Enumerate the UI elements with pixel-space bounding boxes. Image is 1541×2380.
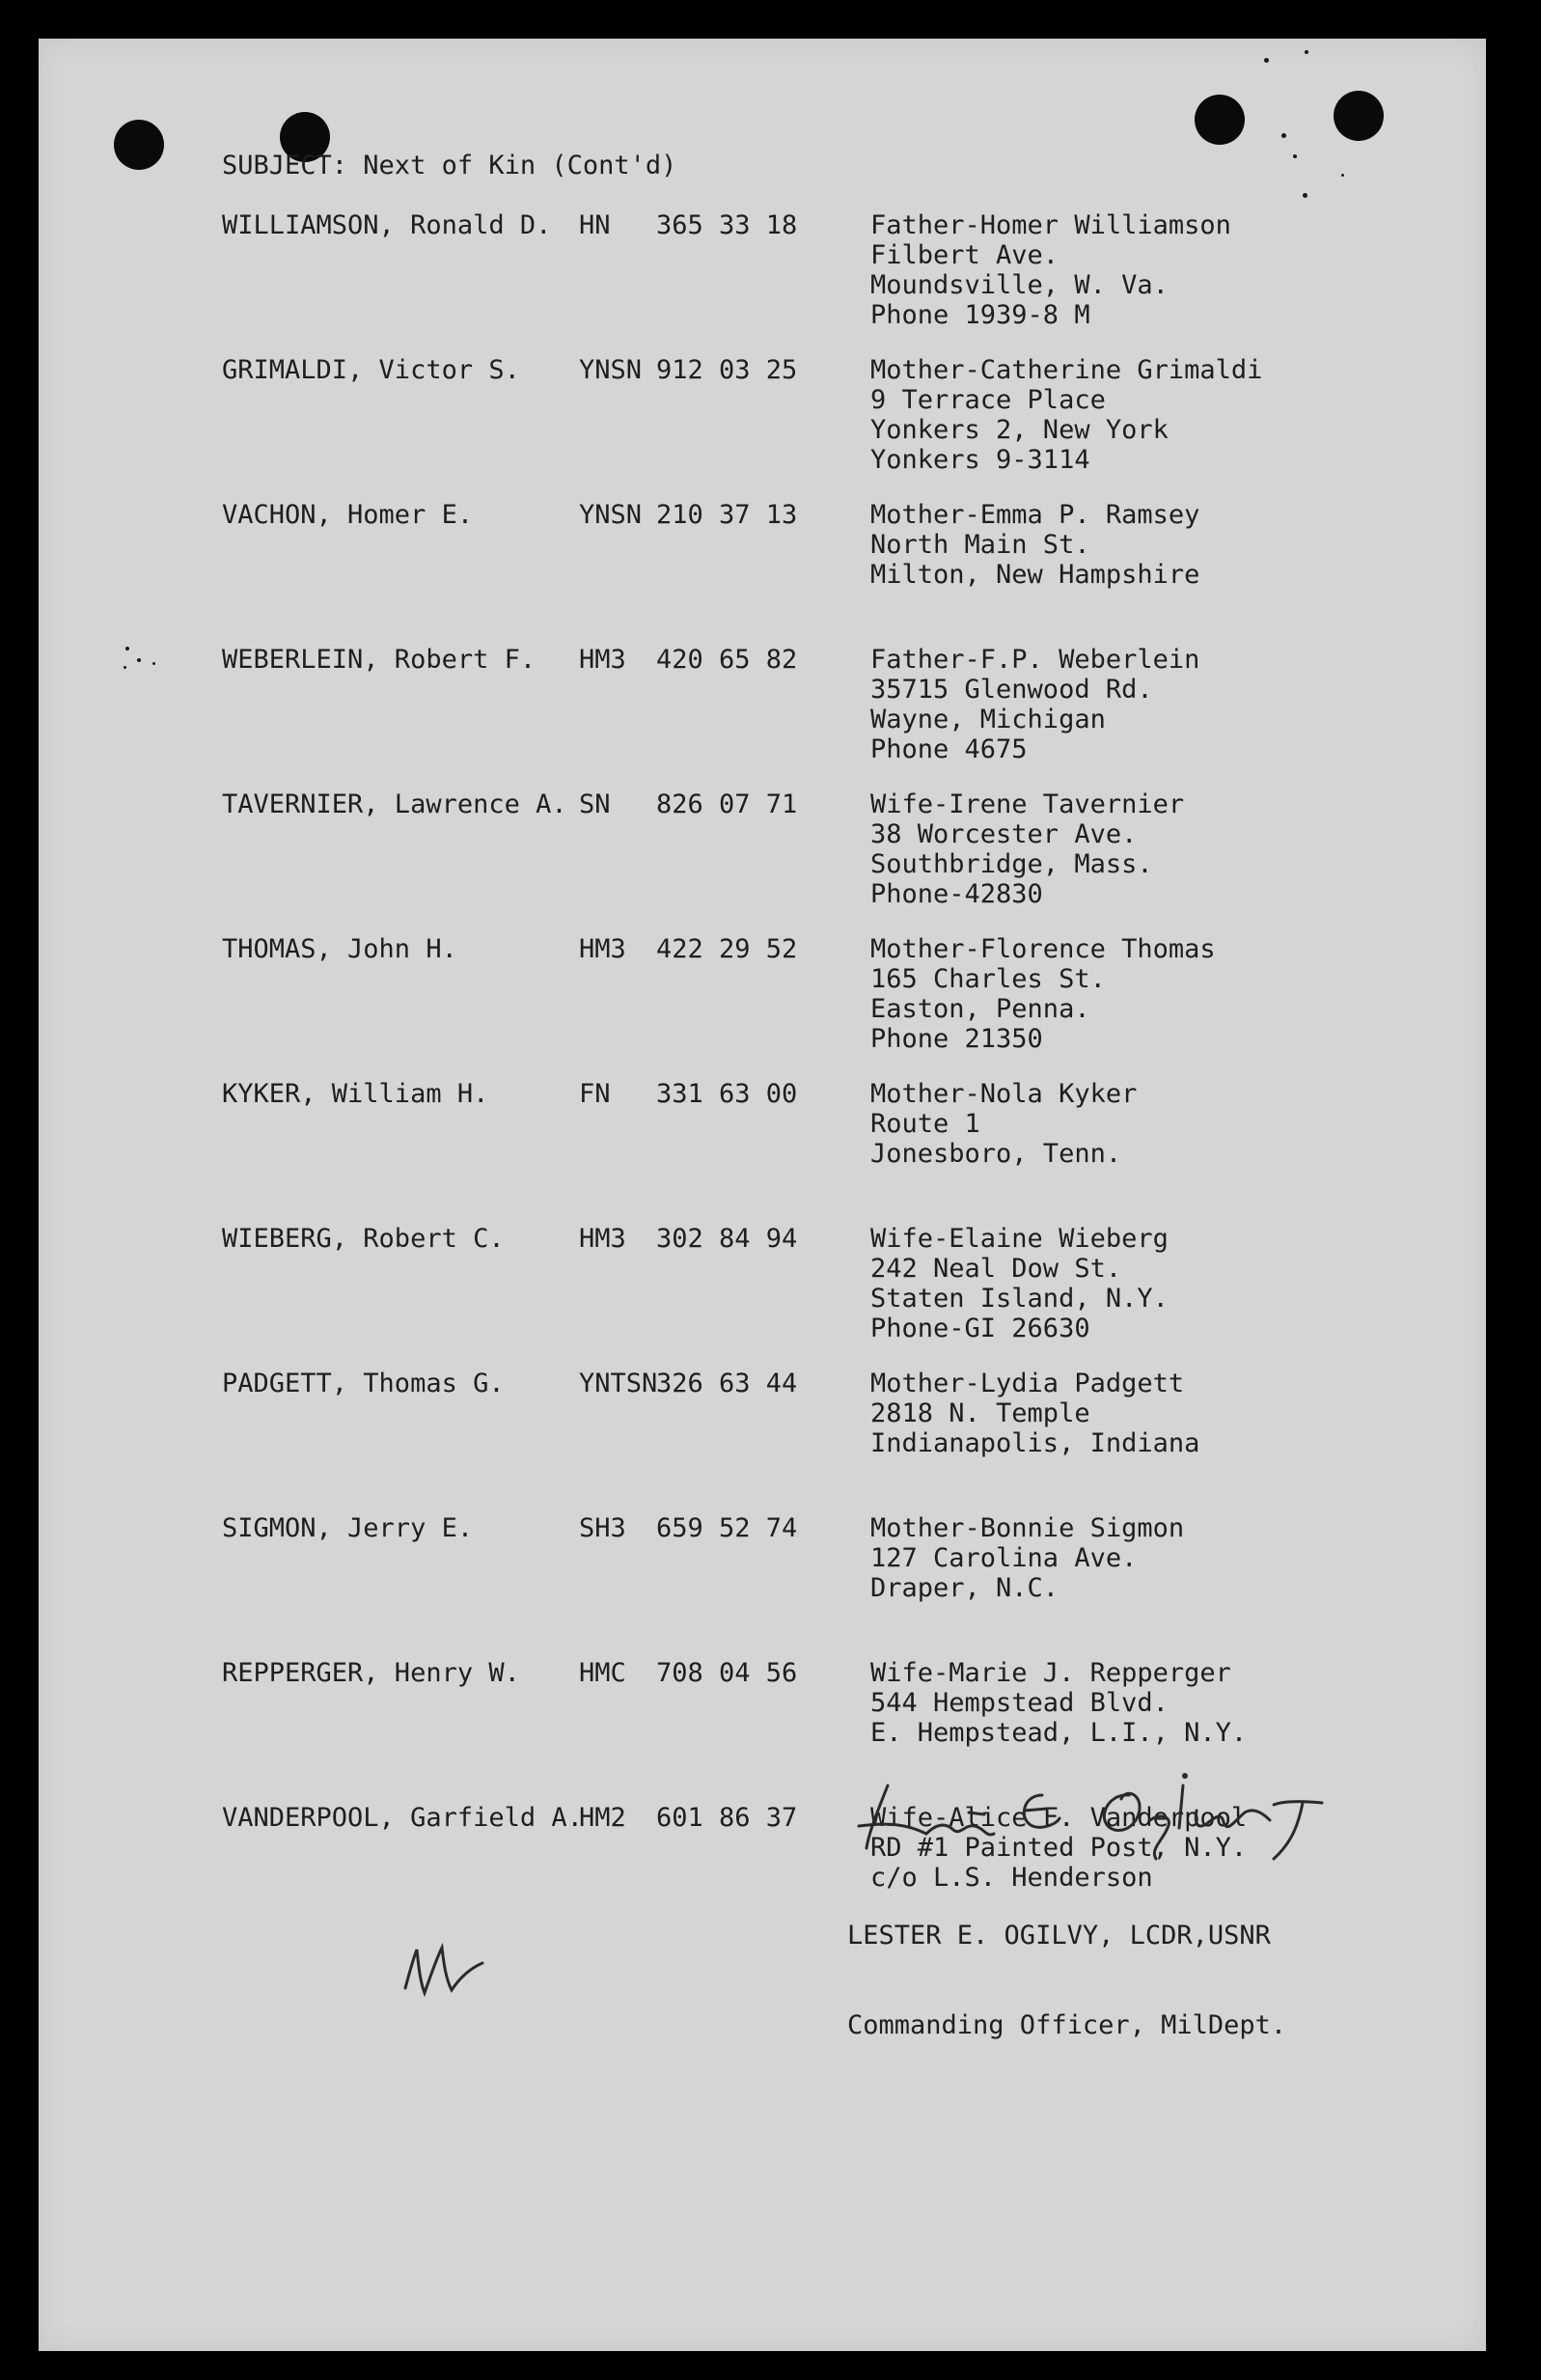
address-line: Phone-42830 <box>870 879 1043 909</box>
service-number: 708 04 56 <box>656 1658 798 1688</box>
speck <box>1293 154 1297 158</box>
address-line: Yonkers 9-3114 <box>870 445 1090 475</box>
speck <box>1303 193 1307 198</box>
speck <box>1341 174 1344 177</box>
address-line: Mother-Emma P. Ramsey <box>870 500 1200 530</box>
next-of-kin-entry <box>39 1658 1486 1774</box>
address-line: Mother-Catherine Grimaldi <box>870 355 1263 385</box>
person-name: PADGETT, Thomas G. <box>222 1369 505 1398</box>
address-line: Staten Island, N.Y. <box>870 1284 1169 1314</box>
address-line: Mother-Bonnie Sigmon <box>870 1513 1185 1543</box>
service-number: 210 37 13 <box>656 500 798 530</box>
person-name: WEBERLEIN, Robert F. <box>222 645 537 675</box>
person-name: SIGMON, Jerry E. <box>222 1513 474 1543</box>
next-of-kin-address <box>870 1224 1169 1343</box>
next-of-kin-entry <box>39 355 1486 475</box>
rate: HM3 <box>579 645 626 675</box>
rate: YNSN <box>579 355 643 385</box>
address-line: Wayne, Michigan <box>870 705 1106 734</box>
address-line: 242 Neal Dow St. <box>870 1254 1122 1284</box>
next-of-kin-address <box>870 1513 1184 1603</box>
address-line: 2818 N. Temple <box>870 1398 1090 1428</box>
next-of-kin-address <box>870 789 1184 909</box>
service-number: 422 29 52 <box>656 934 798 964</box>
address-line: 9 Terrace Place <box>870 385 1106 415</box>
person-name: GRIMALDI, Victor S. <box>222 355 520 385</box>
next-of-kin-address <box>870 1369 1199 1458</box>
service-number: 331 63 00 <box>656 1079 798 1109</box>
next-of-kin-entry <box>39 645 1486 764</box>
service-number: 326 63 44 <box>656 1369 798 1398</box>
punch-hole-right <box>1334 91 1384 141</box>
punch-hole-right-inner <box>1195 95 1245 145</box>
address-line: Father-Homer Williamson <box>870 210 1231 240</box>
rate: YNSN <box>579 500 643 530</box>
service-number: 420 65 82 <box>656 645 798 675</box>
person-name: WIEBERG, Robert C. <box>222 1224 505 1254</box>
person-name: KYKER, William H. <box>222 1079 489 1109</box>
address-line: Wife-Alice F. Vanderpool <box>870 1803 1248 1833</box>
next-of-kin-address <box>870 1079 1137 1169</box>
person-name: VACHON, Homer E. <box>222 500 474 530</box>
address-line: 35715 Glenwood Rd. <box>870 675 1153 705</box>
rate: HM3 <box>579 1224 626 1254</box>
address-line: Yonkers 2, New York <box>870 415 1169 445</box>
next-of-kin-entry <box>39 1224 1486 1343</box>
next-of-kin-entry <box>39 789 1486 909</box>
signature-block <box>847 1861 1286 2100</box>
address-line: 165 Charles St. <box>870 964 1106 994</box>
next-of-kin-address <box>870 355 1262 475</box>
person-name: VANDERPOOL, Garfield A. <box>222 1803 583 1833</box>
rate: SH3 <box>579 1513 626 1543</box>
address-line: Easton, Penna. <box>870 994 1090 1024</box>
address-line: Mother-Nola Kyker <box>870 1079 1138 1109</box>
rate: HN <box>579 210 611 240</box>
person-name: WILLIAMSON, Ronald D. <box>222 210 552 240</box>
speck <box>1281 133 1286 138</box>
service-number: 365 33 18 <box>656 210 798 240</box>
address-line: Wife-Elaine Wieberg <box>870 1224 1169 1254</box>
address-line: Draper, N.C. <box>870 1573 1059 1603</box>
address-line: RD #1 Painted Post, N.Y. <box>870 1833 1248 1863</box>
handwritten-initial-mark <box>396 1930 531 2007</box>
next-of-kin-entry <box>39 1079 1486 1195</box>
address-line: Wife-Marie J. Repperger <box>870 1658 1231 1688</box>
next-of-kin-entry <box>39 934 1486 1054</box>
address-line: 544 Hempstead Blvd. <box>870 1688 1169 1718</box>
signatory-title: Commanding Officer, MilDept. <box>847 2010 1287 2040</box>
address-line: Jonesboro, Tenn. <box>870 1139 1122 1169</box>
rate: YNTSN <box>579 1369 658 1398</box>
next-of-kin-address <box>870 645 1199 764</box>
person-name: THOMAS, John H. <box>222 934 457 964</box>
address-line: Phone-GI 26630 <box>870 1314 1090 1343</box>
rate: FN <box>579 1079 611 1109</box>
address-line: Moundsville, W. Va. <box>870 270 1169 300</box>
address-line: Mother-Florence Thomas <box>870 934 1216 964</box>
address-line: Phone 21350 <box>870 1024 1043 1054</box>
address-line: North Main St. <box>870 530 1090 560</box>
address-line: Indianapolis, Indiana <box>870 1428 1200 1458</box>
address-line: Father-F.P. Weberlein <box>870 645 1200 675</box>
address-line: Wife-Irene Tavernier <box>870 789 1185 819</box>
next-of-kin-address <box>870 500 1199 590</box>
next-of-kin-address <box>870 1658 1247 1748</box>
address-line: 38 Worcester Ave. <box>870 819 1138 849</box>
next-of-kin-entry <box>39 500 1486 616</box>
person-name: TAVERNIER, Lawrence A. <box>222 789 567 819</box>
address-line: c/o L.S. Henderson <box>870 1863 1153 1893</box>
document-page <box>39 39 1486 2351</box>
speck <box>1264 58 1269 63</box>
subject-line: SUBJECT: Next of Kin (Cont'd) <box>222 151 677 180</box>
handwritten-signature <box>849 1766 1351 1863</box>
person-name: REPPERGER, Henry W. <box>222 1658 520 1688</box>
rate: HM2 <box>579 1803 626 1833</box>
service-number: 302 84 94 <box>656 1224 798 1254</box>
next-of-kin-entry <box>39 210 1486 330</box>
service-number: 826 07 71 <box>656 789 798 819</box>
next-of-kin-address <box>870 210 1231 330</box>
next-of-kin-entry <box>39 1369 1486 1484</box>
address-line: Mother-Lydia Padgett <box>870 1369 1185 1398</box>
rate: HMC <box>579 1658 626 1688</box>
address-line: Southbridge, Mass. <box>870 849 1153 879</box>
rate: HM3 <box>579 934 626 964</box>
address-line: Milton, New Hampshire <box>870 560 1200 590</box>
typed-signatory-name: LESTER E. OGILVY, LCDR,USNR <box>847 1921 1271 1951</box>
address-line: Phone 1939-8 M <box>870 300 1090 330</box>
service-number: 601 86 37 <box>656 1803 798 1833</box>
address-line: Filbert Ave. <box>870 240 1059 270</box>
next-of-kin-entry <box>39 1513 1486 1629</box>
punch-hole-left <box>114 120 164 170</box>
next-of-kin-address <box>870 934 1216 1054</box>
address-line: Route 1 <box>870 1109 980 1139</box>
service-number: 912 03 25 <box>656 355 798 385</box>
address-line: 127 Carolina Ave. <box>870 1543 1138 1573</box>
speck <box>1305 50 1308 54</box>
service-number: 659 52 74 <box>656 1513 798 1543</box>
address-line: E. Hempstead, L.I., N.Y. <box>870 1718 1248 1748</box>
address-line: Phone 4675 <box>870 734 1028 764</box>
rate: SN <box>579 789 611 819</box>
